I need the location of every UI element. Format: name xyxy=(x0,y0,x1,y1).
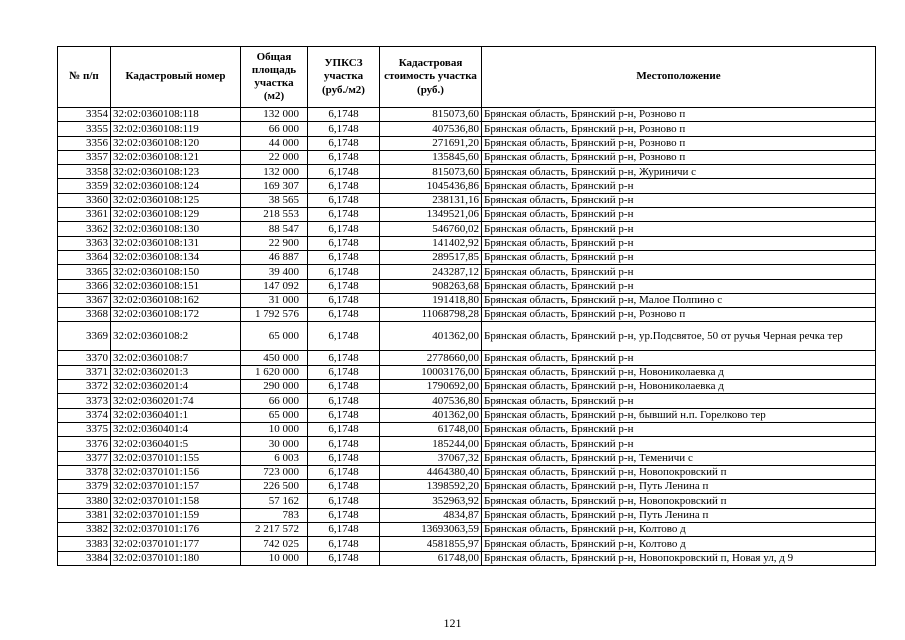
cell-cost: 546760,02 xyxy=(380,222,482,236)
header-num: № п/п xyxy=(58,47,111,108)
cell-num: 3365 xyxy=(58,265,111,279)
cell-num: 3357 xyxy=(58,150,111,164)
cell-num: 3359 xyxy=(58,179,111,193)
cell-num: 3372 xyxy=(58,380,111,394)
cell-area: 66 000 xyxy=(241,394,308,408)
cell-num: 3366 xyxy=(58,279,111,293)
cell-cadastral: 32:02:0360201:3 xyxy=(111,365,241,379)
table-row xyxy=(58,208,876,222)
table-row xyxy=(58,408,876,422)
cell-cadastral: 32:02:0360108:121 xyxy=(111,150,241,164)
cell-upks: 6,1748 xyxy=(308,523,380,537)
cell-location: Брянская область, Брянский р-н xyxy=(482,394,876,408)
table-row xyxy=(58,537,876,551)
cell-location: Брянская область, Брянский р-н xyxy=(482,279,876,293)
cell-upks: 6,1748 xyxy=(308,351,380,365)
table-row xyxy=(58,551,876,565)
cell-num: 3374 xyxy=(58,408,111,422)
cell-cost: 401362,00 xyxy=(380,322,482,351)
cell-area: 10 000 xyxy=(241,551,308,565)
cell-location: Брянская область, Брянский р-н, ур.Подсвятое, 50 от ручья Черная речка тер xyxy=(482,322,876,351)
table-row xyxy=(58,193,876,207)
table-row xyxy=(58,250,876,264)
cell-location: Брянская область, Брянский р-н, Журиничи с xyxy=(482,165,876,179)
cell-num: 3356 xyxy=(58,136,111,150)
table-row xyxy=(58,437,876,451)
table-body xyxy=(58,108,876,566)
cell-upks: 6,1748 xyxy=(308,322,380,351)
cell-location: Брянская область, Брянский р-н, Розново п xyxy=(482,108,876,122)
table-row xyxy=(58,236,876,250)
cell-location: Брянская область, Брянский р-н, Новопокровский п, Новая ул, д 9 xyxy=(482,551,876,565)
cell-cadastral: 32:02:0360201:74 xyxy=(111,394,241,408)
cell-area: 22 000 xyxy=(241,150,308,164)
cell-cadastral: 32:02:0360108:119 xyxy=(111,122,241,136)
cell-upks: 6,1748 xyxy=(308,308,380,322)
cell-area: 38 565 xyxy=(241,193,308,207)
header-cadastral: Кадастровый номер xyxy=(111,47,241,108)
cell-location: Брянская область, Брянский р-н, Розново п xyxy=(482,150,876,164)
cell-location: Брянская область, Брянский р-н, Новониколаевка д xyxy=(482,365,876,379)
cell-cost: 4834,87 xyxy=(380,508,482,522)
table-row xyxy=(58,465,876,479)
cell-cost: 815073,60 xyxy=(380,165,482,179)
cell-area: 132 000 xyxy=(241,108,308,122)
cell-num: 3363 xyxy=(58,236,111,250)
cell-cadastral: 32:02:0360108:129 xyxy=(111,208,241,222)
cell-num: 3381 xyxy=(58,508,111,522)
cell-area: 65 000 xyxy=(241,322,308,351)
cell-num: 3382 xyxy=(58,523,111,537)
cell-num: 3384 xyxy=(58,551,111,565)
cell-location: Брянская область, Брянский р-н, Малое Полпино с xyxy=(482,293,876,307)
table-row xyxy=(58,165,876,179)
page-number: 121 xyxy=(443,616,462,630)
cell-upks: 6,1748 xyxy=(308,508,380,522)
cell-cadastral: 32:02:0360108:2 xyxy=(111,322,241,351)
cell-upks: 6,1748 xyxy=(308,150,380,164)
table-row xyxy=(58,279,876,293)
cell-location: Брянская область, Брянский р-н xyxy=(482,236,876,250)
table-row xyxy=(58,122,876,136)
cell-cost: 271691,20 xyxy=(380,136,482,150)
cell-upks: 6,1748 xyxy=(308,265,380,279)
cell-cost: 1790692,00 xyxy=(380,380,482,394)
cell-cost: 13693063,59 xyxy=(380,523,482,537)
cell-cadastral: 32:02:0370101:159 xyxy=(111,508,241,522)
cell-cost: 10003176,00 xyxy=(380,365,482,379)
cell-cost: 185244,00 xyxy=(380,437,482,451)
cell-area: 88 547 xyxy=(241,222,308,236)
cell-location: Брянская область, Брянский р-н, Теменичи с xyxy=(482,451,876,465)
cell-area: 290 000 xyxy=(241,380,308,394)
cell-num: 3383 xyxy=(58,537,111,551)
cell-area: 226 500 xyxy=(241,480,308,494)
table-row xyxy=(58,494,876,508)
cell-num: 3375 xyxy=(58,422,111,436)
cell-cost: 407536,80 xyxy=(380,394,482,408)
cell-cadastral: 32:02:0360108:124 xyxy=(111,179,241,193)
header-cost: Кадастровая стоимость участка (руб.) xyxy=(380,47,482,108)
cell-cadastral: 32:02:0360401:5 xyxy=(111,437,241,451)
cell-cost: 243287,12 xyxy=(380,265,482,279)
cell-upks: 6,1748 xyxy=(308,108,380,122)
cell-cadastral: 32:02:0360108:162 xyxy=(111,293,241,307)
table-row xyxy=(58,451,876,465)
cell-area: 1 792 576 xyxy=(241,308,308,322)
cell-cadastral: 32:02:0370101:177 xyxy=(111,537,241,551)
cell-area: 65 000 xyxy=(241,408,308,422)
cell-location: Брянская область, Брянский р-н, Розново п xyxy=(482,308,876,322)
cell-cost: 2778660,00 xyxy=(380,351,482,365)
cell-upks: 6,1748 xyxy=(308,480,380,494)
cell-area: 30 000 xyxy=(241,437,308,451)
cell-area: 57 162 xyxy=(241,494,308,508)
cell-cadastral: 32:02:0360401:4 xyxy=(111,422,241,436)
cell-area: 22 900 xyxy=(241,236,308,250)
cell-location: Брянская область, Брянский р-н, Колтово д xyxy=(482,537,876,551)
cell-location: Брянская область, Брянский р-н, Путь Ленина п xyxy=(482,508,876,522)
cell-num: 3379 xyxy=(58,480,111,494)
header-area: Общая площадь участка (м2) xyxy=(241,47,308,108)
cell-cadastral: 32:02:0360108:118 xyxy=(111,108,241,122)
cell-location: Брянская область, Брянский р-н, Розново п xyxy=(482,136,876,150)
table-row xyxy=(58,265,876,279)
cell-area: 44 000 xyxy=(241,136,308,150)
cell-upks: 6,1748 xyxy=(308,394,380,408)
cell-upks: 6,1748 xyxy=(308,365,380,379)
cell-upks: 6,1748 xyxy=(308,136,380,150)
cell-cadastral: 32:02:0360108:150 xyxy=(111,265,241,279)
cell-location: Брянская область, Брянский р-н, Розново п xyxy=(482,122,876,136)
cell-cost: 1398592,20 xyxy=(380,480,482,494)
cell-location: Брянская область, Брянский р-н xyxy=(482,222,876,236)
cell-cost: 352963,92 xyxy=(380,494,482,508)
cell-area: 2 217 572 xyxy=(241,523,308,537)
table-row xyxy=(58,523,876,537)
cell-upks: 6,1748 xyxy=(308,222,380,236)
table-row xyxy=(58,108,876,122)
cell-cost: 401362,00 xyxy=(380,408,482,422)
cell-location: Брянская область, Брянский р-н, Колтово д xyxy=(482,523,876,537)
cell-area: 39 400 xyxy=(241,265,308,279)
table-row xyxy=(58,394,876,408)
cell-cost: 4464380,40 xyxy=(380,465,482,479)
cell-location: Брянская область, Брянский р-н xyxy=(482,265,876,279)
table-row xyxy=(58,222,876,236)
cell-location: Брянская область, Брянский р-н, Новопокровский п xyxy=(482,494,876,508)
cell-upks: 6,1748 xyxy=(308,451,380,465)
cell-upks: 6,1748 xyxy=(308,193,380,207)
table-header-row xyxy=(58,47,876,108)
cell-cost: 4581855,97 xyxy=(380,537,482,551)
cell-upks: 6,1748 xyxy=(308,236,380,250)
cell-num: 3376 xyxy=(58,437,111,451)
cell-location: Брянская область, Брянский р-н, бывший н.п. Горелково тер xyxy=(482,408,876,422)
cell-cadastral: 32:02:0360108:172 xyxy=(111,308,241,322)
cell-upks: 6,1748 xyxy=(308,179,380,193)
cell-upks: 6,1748 xyxy=(308,537,380,551)
cell-cadastral: 32:02:0360108:131 xyxy=(111,236,241,250)
cell-cadastral: 32:02:0360108:123 xyxy=(111,165,241,179)
cell-area: 147 092 xyxy=(241,279,308,293)
cell-area: 6 003 xyxy=(241,451,308,465)
cell-upks: 6,1748 xyxy=(308,293,380,307)
cell-num: 3354 xyxy=(58,108,111,122)
cell-cost: 61748,00 xyxy=(380,551,482,565)
cell-cadastral: 32:02:0360401:1 xyxy=(111,408,241,422)
cell-area: 1 620 000 xyxy=(241,365,308,379)
cell-location: Брянская область, Брянский р-н xyxy=(482,193,876,207)
cell-location: Брянская область, Брянский р-н xyxy=(482,422,876,436)
cell-cost: 191418,80 xyxy=(380,293,482,307)
cell-area: 450 000 xyxy=(241,351,308,365)
cell-num: 3377 xyxy=(58,451,111,465)
table-row xyxy=(58,150,876,164)
table-row xyxy=(58,480,876,494)
cell-upks: 6,1748 xyxy=(308,437,380,451)
cell-cadastral: 32:02:0360108:151 xyxy=(111,279,241,293)
cell-cost: 37067,32 xyxy=(380,451,482,465)
cell-area: 31 000 xyxy=(241,293,308,307)
cell-area: 783 xyxy=(241,508,308,522)
cell-cadastral: 32:02:0360108:130 xyxy=(111,222,241,236)
table-row xyxy=(58,179,876,193)
cell-area: 66 000 xyxy=(241,122,308,136)
header-location: Местоположение xyxy=(482,47,876,108)
cell-num: 3380 xyxy=(58,494,111,508)
cell-num: 3369 xyxy=(58,322,111,351)
cell-cost: 61748,00 xyxy=(380,422,482,436)
table-row xyxy=(58,308,876,322)
cell-upks: 6,1748 xyxy=(308,408,380,422)
cell-area: 723 000 xyxy=(241,465,308,479)
cell-cadastral: 32:02:0360108:134 xyxy=(111,250,241,264)
table-row xyxy=(58,351,876,365)
cell-cost: 1349521,06 xyxy=(380,208,482,222)
cell-num: 3370 xyxy=(58,351,111,365)
cell-cadastral: 32:02:0370101:176 xyxy=(111,523,241,537)
cell-cadastral: 32:02:0360108:7 xyxy=(111,351,241,365)
cell-upks: 6,1748 xyxy=(308,465,380,479)
cell-upks: 6,1748 xyxy=(308,380,380,394)
cell-cost: 238131,16 xyxy=(380,193,482,207)
cell-num: 3364 xyxy=(58,250,111,264)
table-row xyxy=(58,322,876,351)
cell-upks: 6,1748 xyxy=(308,250,380,264)
cell-area: 46 887 xyxy=(241,250,308,264)
cell-location: Брянская область, Брянский р-н, Новопокровский п xyxy=(482,465,876,479)
table-row xyxy=(58,508,876,522)
cell-cadastral: 32:02:0370101:157 xyxy=(111,480,241,494)
cell-num: 3358 xyxy=(58,165,111,179)
cell-cadastral: 32:02:0360108:120 xyxy=(111,136,241,150)
cell-cadastral: 32:02:0370101:156 xyxy=(111,465,241,479)
table-row xyxy=(58,422,876,436)
cell-location: Брянская область, Брянский р-н xyxy=(482,250,876,264)
cell-cost: 11068798,28 xyxy=(380,308,482,322)
cell-area: 132 000 xyxy=(241,165,308,179)
header-upks: УПКСЗ участка (руб./м2) xyxy=(308,47,380,108)
cell-cost: 289517,85 xyxy=(380,250,482,264)
cell-num: 3368 xyxy=(58,308,111,322)
cell-num: 3361 xyxy=(58,208,111,222)
cell-num: 3373 xyxy=(58,394,111,408)
cell-cost: 141402,92 xyxy=(380,236,482,250)
cell-area: 10 000 xyxy=(241,422,308,436)
cell-cadastral: 32:02:0370101:155 xyxy=(111,451,241,465)
cell-cadastral: 32:02:0360108:125 xyxy=(111,193,241,207)
cell-upks: 6,1748 xyxy=(308,422,380,436)
cell-cadastral: 32:02:0370101:180 xyxy=(111,551,241,565)
table-row xyxy=(58,136,876,150)
cell-upks: 6,1748 xyxy=(308,551,380,565)
cell-num: 3355 xyxy=(58,122,111,136)
cell-num: 3360 xyxy=(58,193,111,207)
cell-num: 3371 xyxy=(58,365,111,379)
table-row xyxy=(58,293,876,307)
cell-upks: 6,1748 xyxy=(308,279,380,293)
cell-area: 742 025 xyxy=(241,537,308,551)
cadastral-table xyxy=(57,46,876,566)
cell-location: Брянская область, Брянский р-н, Путь Ленина п xyxy=(482,480,876,494)
cell-cost: 908263,68 xyxy=(380,279,482,293)
cell-upks: 6,1748 xyxy=(308,208,380,222)
cell-cadastral: 32:02:0370101:158 xyxy=(111,494,241,508)
cell-area: 218 553 xyxy=(241,208,308,222)
cell-num: 3378 xyxy=(58,465,111,479)
cell-cost: 135845,60 xyxy=(380,150,482,164)
table-row xyxy=(58,365,876,379)
cell-cost: 407536,80 xyxy=(380,122,482,136)
cell-cost: 815073,60 xyxy=(380,108,482,122)
cell-location: Брянская область, Брянский р-н xyxy=(482,437,876,451)
cell-location: Брянская область, Брянский р-н, Новониколаевка д xyxy=(482,380,876,394)
cell-cadastral: 32:02:0360201:4 xyxy=(111,380,241,394)
cell-location: Брянская область, Брянский р-н xyxy=(482,179,876,193)
cell-upks: 6,1748 xyxy=(308,122,380,136)
cell-upks: 6,1748 xyxy=(308,494,380,508)
cell-cost: 1045436,86 xyxy=(380,179,482,193)
cell-location: Брянская область, Брянский р-н xyxy=(482,208,876,222)
cell-location: Брянская область, Брянский р-н xyxy=(482,351,876,365)
cell-num: 3362 xyxy=(58,222,111,236)
cell-num: 3367 xyxy=(58,293,111,307)
cell-area: 169 307 xyxy=(241,179,308,193)
table-row xyxy=(58,380,876,394)
cell-upks: 6,1748 xyxy=(308,165,380,179)
